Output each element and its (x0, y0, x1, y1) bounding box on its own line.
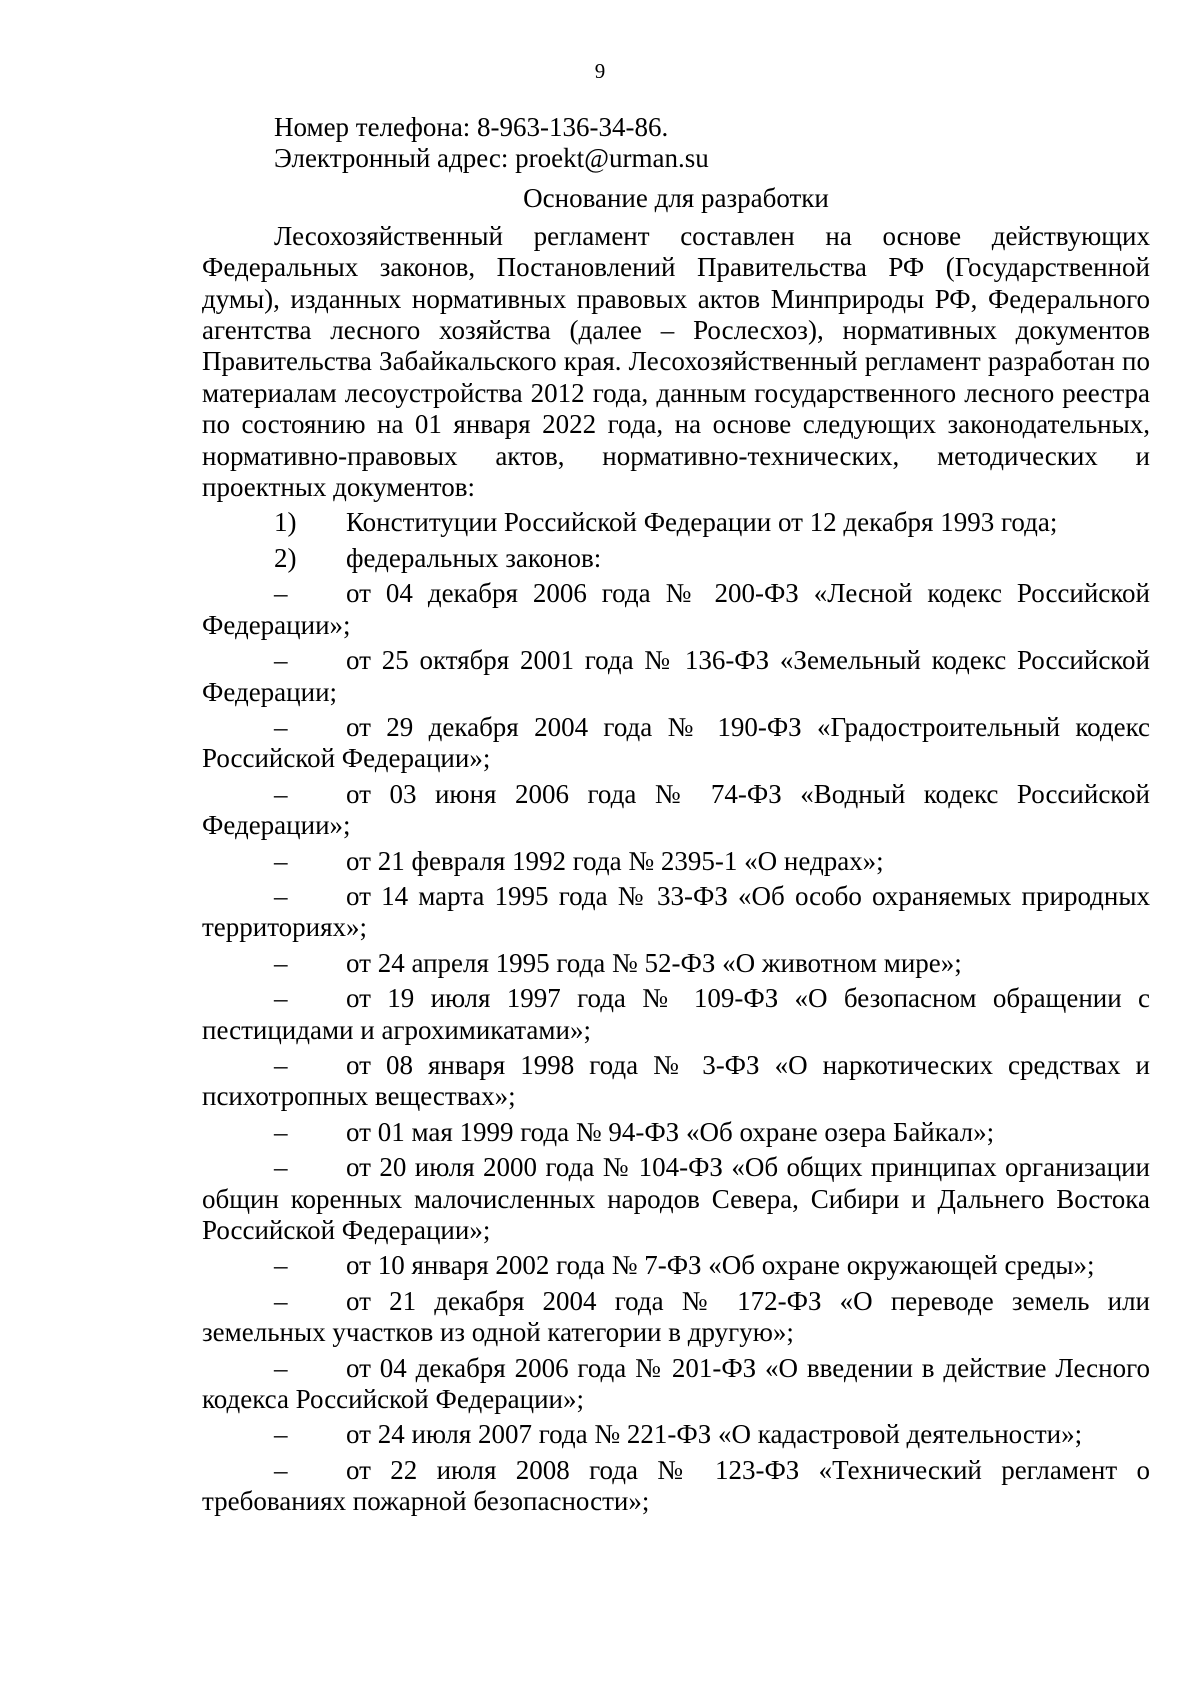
page-number: 9 (594, 59, 606, 83)
dash-marker: – (274, 880, 288, 911)
law-text: от 29 декабря 2004 года № 190-ФЗ «Градостроительный кодекс Российской Федерации»; (202, 711, 1150, 774)
law-text: от 21 декабря 2004 года № 172-ФЗ «О переводе земель или земельных участков из одной категории в другую»; (202, 1285, 1150, 1348)
law-text: от 25 октября 2001 года № 136-ФЗ «Земельный кодекс Российской Федерации; (202, 645, 1150, 707)
law-list-item (202, 979, 1150, 1046)
item-number: 1) (274, 507, 297, 538)
dash-marker: – (274, 778, 288, 809)
dash-marker: – (274, 1250, 288, 1281)
law-text: от 21 февраля 1992 года № 2395-1 «О недрах»; (346, 845, 884, 876)
law-text: от 04 декабря 2006 года № 201-ФЗ «О введении в действие Лесного кодекса Российской Федерации»; (202, 1352, 1150, 1415)
law-list-item (202, 574, 1150, 641)
item-number: 2) (274, 542, 297, 573)
law-list-item (202, 1246, 1150, 1281)
law-list-item (202, 708, 1150, 775)
law-list-item (202, 944, 1150, 979)
section-heading: Основание для разработки (523, 182, 829, 213)
dash-marker: – (274, 711, 288, 742)
law-text: от 24 июля 2007 года № 221-ФЗ «О кадастровой деятельности»; (346, 1419, 1083, 1450)
law-text: от 20 июля 2000 года № 104-ФЗ «Об общих принципах организации общин коренных малочисленных народов Севера, Сибири и Дальнего Востока Российской Федерации»; (202, 1152, 1150, 1245)
law-list-item (202, 1113, 1150, 1148)
law-text: от 01 мая 1999 года № 94-ФЗ «Об охране озера Байкал»; (346, 1116, 995, 1147)
law-text: от 14 марта 1995 года № 33-ФЗ «Об особо охраняемых природных территориях»; (202, 880, 1150, 943)
contact-phone: Номер телефона: 8-963-136-34-86. (274, 112, 669, 142)
law-list-item (202, 1415, 1150, 1450)
dash-marker: – (274, 1419, 288, 1450)
intro-paragraph: Лесохозяйственный регламент составлен на основе действующих Федеральных законов, Постановлений Правительства РФ (Государственной думы), изданных нормативных правовых актов Минприроды РФ, Федерального агентства лесного хозяйства (далее – Рослесхоз), нормативных документов Правительства Забайкальского края. Лесохозяйственный регламент разработан по материалам лесоустройства 2012 года, данным государственного лесного реестра по состоянию на 01 января 2022 года, на основе следующих законодательных, нормативно-правовых актов, нормативно-технических, методических и проектных документов: (202, 220, 1150, 503)
law-list-item (202, 641, 1150, 708)
law-list-item (202, 877, 1150, 944)
law-text: от 24 апреля 1995 года № 52-ФЗ «О животном мире»; (346, 947, 962, 978)
law-list-item (202, 1282, 1150, 1349)
item-text: Конституции Российской Федерации от 12 декабря 1993 года; (346, 507, 1058, 538)
contact-email: Электронный адрес: proekt@urman.su (274, 143, 709, 174)
dash-marker: – (274, 1049, 288, 1080)
law-text: от 22 июля 2008 года № 123-ФЗ «Технический регламент о требованиях пожарной безопасности»; (202, 1454, 1150, 1517)
dash-marker: – (274, 1285, 288, 1316)
law-list-item (202, 1451, 1150, 1518)
law-list-item (202, 1349, 1150, 1416)
document-body (202, 112, 1150, 1518)
dash-marker: – (274, 845, 288, 876)
dash-marker: – (274, 645, 288, 676)
law-list-item (202, 842, 1150, 877)
law-list (202, 574, 1150, 1517)
law-list-item (202, 775, 1150, 842)
law-text: от 19 июля 1997 года № 109-ФЗ «О безопасном обращении с пестицидами и агрохимикатами»; (202, 983, 1150, 1045)
dash-marker: – (274, 947, 288, 978)
law-text: от 04 декабря 2006 года № 200-ФЗ «Лесной кодекс Российской Федерации»; (202, 578, 1150, 640)
numbered-item (202, 539, 1150, 574)
law-list-item (202, 1046, 1150, 1113)
law-text: от 10 января 2002 года № 7-ФЗ «Об охране окружающей среды»; (346, 1250, 1095, 1281)
dash-marker: – (274, 1352, 288, 1383)
dash-marker: – (274, 1116, 288, 1147)
item-text: федеральных законов: (346, 542, 602, 573)
dash-marker: – (274, 983, 288, 1014)
law-list-item (202, 1148, 1150, 1246)
dash-marker: – (274, 578, 288, 609)
law-text: от 08 января 1998 года № 3-ФЗ «О наркотических средствах и психотропных веществах»; (202, 1049, 1150, 1112)
numbered-item (202, 503, 1150, 538)
dash-marker: – (274, 1454, 288, 1485)
law-text: от 03 июня 2006 года № 74-ФЗ «Водный кодекс Российской Федерации»; (202, 778, 1150, 841)
dash-marker: – (274, 1152, 288, 1183)
